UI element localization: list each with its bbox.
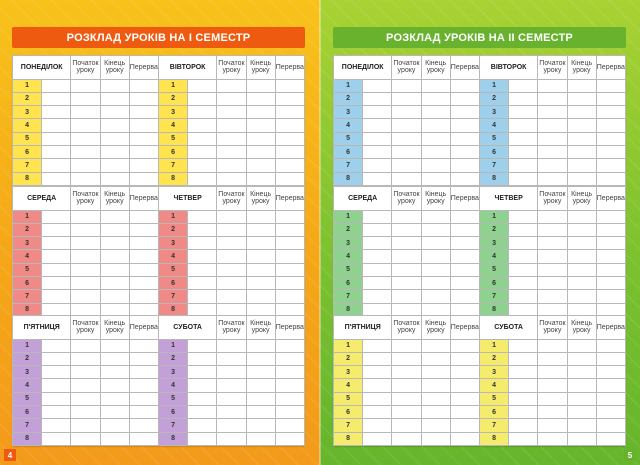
- column-break: Перерва: [275, 187, 304, 211]
- lesson-number: 3: [479, 237, 508, 250]
- lesson-number: 3: [158, 237, 187, 250]
- column-start: Початок уроку: [217, 187, 246, 211]
- column-start: Початок уроку: [538, 187, 567, 211]
- lesson-number: 4: [334, 379, 363, 392]
- lesson-number: 6: [158, 146, 187, 159]
- left-schedule-card-2: [12, 186, 305, 317]
- right-title-banner: РОЗКЛАД УРОКІВ НА ІІ СЕМЕСТР: [333, 27, 626, 48]
- lesson-number: 1: [479, 79, 508, 92]
- lesson-number: 8: [479, 432, 508, 445]
- column-break: Перерва: [129, 187, 158, 211]
- lesson-number: 4: [158, 119, 187, 132]
- lesson-number: 2: [13, 352, 42, 365]
- lesson-number: 1: [158, 79, 187, 92]
- day-name: ПОНЕДІЛОК: [13, 56, 71, 80]
- lesson-number: 4: [479, 250, 508, 263]
- lesson-number: 6: [334, 146, 363, 159]
- lesson-number: 4: [13, 379, 42, 392]
- lesson-number: 1: [334, 79, 363, 92]
- right-page-number: 5: [624, 449, 636, 461]
- column-start: Початок уроку: [392, 187, 421, 211]
- column-end: Кінець уроку: [246, 56, 275, 80]
- day-name: ЧЕТВЕР: [479, 187, 537, 211]
- lesson-number: 4: [13, 119, 42, 132]
- lesson-number: 1: [158, 210, 187, 223]
- lesson-number: 5: [479, 263, 508, 276]
- lesson-number: 3: [13, 106, 42, 119]
- page-divider: [319, 0, 321, 465]
- lesson-number: 7: [479, 290, 508, 303]
- lesson-number: 5: [158, 392, 187, 405]
- lesson-number: 4: [479, 119, 508, 132]
- lesson-number: 2: [479, 352, 508, 365]
- lesson-number: 8: [158, 172, 187, 185]
- lesson-number: 2: [334, 223, 363, 236]
- lesson-number: 1: [334, 339, 363, 352]
- left-schedule-card-3: [12, 315, 305, 446]
- column-start: Початок уроку: [71, 187, 100, 211]
- lesson-number: 4: [334, 119, 363, 132]
- lesson-number: 4: [158, 379, 187, 392]
- lesson-number: 8: [479, 303, 508, 316]
- lesson-number: 3: [13, 366, 42, 379]
- column-end: Кінець уроку: [421, 187, 450, 211]
- lesson-number: 3: [334, 237, 363, 250]
- lesson-number: 2: [334, 352, 363, 365]
- lesson-number: 5: [13, 132, 42, 145]
- lesson-number: 3: [158, 366, 187, 379]
- left-title-banner: РОЗКЛАД УРОКІВ НА І СЕМЕСТР: [12, 27, 305, 48]
- lesson-number: 8: [13, 432, 42, 445]
- lesson-number: 3: [334, 106, 363, 119]
- lesson-number: 4: [334, 250, 363, 263]
- lesson-number: 1: [13, 339, 42, 352]
- lesson-number: 7: [334, 159, 363, 172]
- lesson-number: 6: [158, 277, 187, 290]
- lesson-number: 6: [479, 146, 508, 159]
- column-start: Початок уроку: [538, 56, 567, 80]
- day-name: ЧЕТВЕР: [158, 187, 216, 211]
- column-start: Початок уроку: [217, 56, 246, 80]
- column-break: Перерва: [450, 56, 479, 80]
- lesson-number: 2: [334, 92, 363, 105]
- column-break: Перерва: [129, 316, 158, 340]
- lesson-number: 5: [13, 392, 42, 405]
- column-end: Кінець уроку: [246, 187, 275, 211]
- lesson-number: 3: [479, 366, 508, 379]
- lesson-number: 7: [13, 419, 42, 432]
- lesson-number: 5: [479, 392, 508, 405]
- lesson-number: 2: [13, 92, 42, 105]
- lesson-number: 5: [334, 263, 363, 276]
- lesson-number: 7: [13, 159, 42, 172]
- lesson-number: 7: [479, 419, 508, 432]
- lesson-number: 5: [13, 263, 42, 276]
- column-break: Перерва: [450, 187, 479, 211]
- lesson-number: 5: [334, 132, 363, 145]
- left-schedule-card-1: [12, 55, 305, 186]
- lesson-number: 5: [479, 132, 508, 145]
- lesson-number: 3: [158, 106, 187, 119]
- day-name: П'ЯТНИЦЯ: [13, 316, 71, 340]
- column-start: Початок уроку: [217, 316, 246, 340]
- column-break: Перерва: [596, 187, 625, 211]
- column-end: Кінець уроку: [100, 56, 129, 80]
- column-end: Кінець уроку: [246, 316, 275, 340]
- lesson-number: 8: [334, 303, 363, 316]
- lesson-number: 1: [334, 210, 363, 223]
- lesson-number: 6: [479, 277, 508, 290]
- column-end: Кінець уроку: [567, 56, 596, 80]
- column-end: Кінець уроку: [100, 316, 129, 340]
- lesson-number: 8: [13, 303, 42, 316]
- lesson-number: 1: [13, 210, 42, 223]
- lesson-number: 2: [479, 223, 508, 236]
- lesson-number: 8: [479, 172, 508, 185]
- day-name: СУБОТА: [479, 316, 537, 340]
- lesson-number: 6: [13, 277, 42, 290]
- lesson-number: 6: [479, 406, 508, 419]
- column-break: Перерва: [275, 316, 304, 340]
- column-break: Перерва: [596, 56, 625, 80]
- lesson-number: 3: [334, 366, 363, 379]
- lesson-number: 2: [479, 92, 508, 105]
- lesson-number: 2: [158, 92, 187, 105]
- lesson-number: 7: [479, 159, 508, 172]
- lesson-number: 7: [334, 290, 363, 303]
- lesson-number: 6: [334, 406, 363, 419]
- day-name: П'ЯТНИЦЯ: [334, 316, 392, 340]
- lesson-number: 7: [158, 290, 187, 303]
- lesson-number: 5: [158, 263, 187, 276]
- column-start: Початок уроку: [392, 56, 421, 80]
- lesson-number: 1: [479, 210, 508, 223]
- column-start: Початок уроку: [538, 316, 567, 340]
- lesson-number: 6: [13, 146, 42, 159]
- lesson-number: 7: [158, 159, 187, 172]
- day-name: СУБОТА: [158, 316, 216, 340]
- right-schedule-card-3: [333, 315, 626, 446]
- column-break: Перерва: [129, 56, 158, 80]
- lesson-number: 8: [13, 172, 42, 185]
- lesson-number: 2: [13, 223, 42, 236]
- lesson-number: 1: [158, 339, 187, 352]
- lesson-number: 5: [334, 392, 363, 405]
- day-name: ПОНЕДІЛОК: [334, 56, 392, 80]
- column-end: Кінець уроку: [567, 187, 596, 211]
- left-page-number: 4: [4, 449, 16, 461]
- lesson-number: 1: [479, 339, 508, 352]
- column-end: Кінець уроку: [421, 316, 450, 340]
- column-break: Перерва: [275, 56, 304, 80]
- right-schedule-card-1: [333, 55, 626, 186]
- lesson-number: 6: [334, 277, 363, 290]
- column-end: Кінець уроку: [100, 187, 129, 211]
- lesson-number: 5: [158, 132, 187, 145]
- lesson-number: 2: [158, 352, 187, 365]
- column-break: Перерва: [596, 316, 625, 340]
- lesson-number: 8: [334, 432, 363, 445]
- column-end: Кінець уроку: [567, 316, 596, 340]
- lesson-number: 8: [334, 172, 363, 185]
- lesson-number: 8: [158, 432, 187, 445]
- right-schedule-card-2: [333, 186, 626, 317]
- lesson-number: 7: [334, 419, 363, 432]
- lesson-number: 7: [158, 419, 187, 432]
- lesson-number: 4: [158, 250, 187, 263]
- day-name: ВІВТОРОК: [479, 56, 537, 80]
- lesson-number: 8: [158, 303, 187, 316]
- column-end: Кінець уроку: [421, 56, 450, 80]
- column-break: Перерва: [450, 316, 479, 340]
- day-name: ВІВТОРОК: [158, 56, 216, 80]
- lesson-number: 6: [158, 406, 187, 419]
- day-name: СЕРЕДА: [13, 187, 71, 211]
- column-start: Початок уроку: [71, 316, 100, 340]
- lesson-number: 6: [13, 406, 42, 419]
- lesson-number: 3: [479, 106, 508, 119]
- column-start: Початок уроку: [392, 316, 421, 340]
- day-name: СЕРЕДА: [334, 187, 392, 211]
- lesson-number: 4: [13, 250, 42, 263]
- lesson-number: 7: [13, 290, 42, 303]
- lesson-number: 4: [479, 379, 508, 392]
- column-start: Початок уроку: [71, 56, 100, 80]
- lesson-number: 2: [158, 223, 187, 236]
- lesson-number: 3: [13, 237, 42, 250]
- lesson-number: 1: [13, 79, 42, 92]
